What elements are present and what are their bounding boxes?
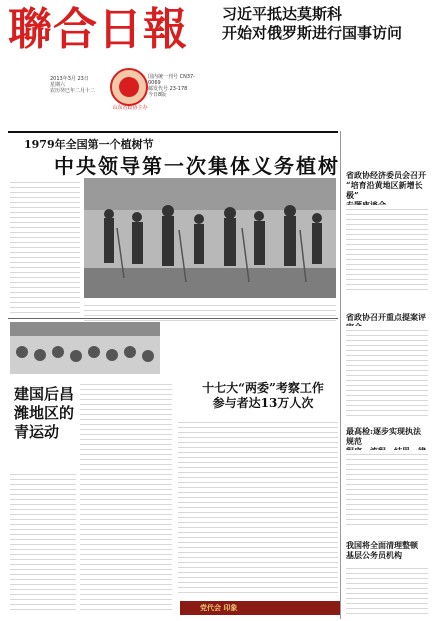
section-rule-2 (8, 318, 338, 319)
bottom-banner-label: 党代会 印象 (200, 604, 238, 612)
publication-info (148, 74, 203, 98)
top-headline[interactable] (222, 5, 427, 43)
lead-headline[interactable]: 中央领导第一次集体义务植树 (54, 154, 340, 178)
right-item-4-body (346, 564, 428, 616)
top-headline-line: 习近平抵达莫斯科 (222, 5, 343, 23)
right-item-1-body (346, 205, 428, 293)
top-headline-line: 开始对俄罗斯进行国事访问 (222, 24, 403, 42)
pub-info-line: 国内统一刊号 CN37-0069 (148, 74, 195, 86)
second-story-body-left (10, 470, 76, 610)
mid-headline[interactable] (178, 381, 348, 411)
second-title-line: 潍地区的 (14, 404, 75, 422)
right-item-2-body (346, 326, 428, 418)
masthead-title: 聯合日報 (8, 4, 188, 55)
second-story-body (80, 380, 172, 610)
right-item-2[interactable]: 省政协召开重点提案评 (346, 312, 426, 322)
mid-story-body (178, 418, 338, 596)
seal-label: 山东省政协主办 (112, 105, 148, 111)
second-story-title[interactable] (14, 385, 74, 442)
lunar-date: 农历癸巳年二月十二 (50, 88, 96, 94)
emblem-seal (110, 68, 148, 106)
top-story-body (222, 46, 427, 128)
pub-info-line: 邮发代号 23-178 (148, 86, 188, 92)
right-item-3-line: 最高检:逐步实现执法规范 (346, 426, 421, 446)
right-item-4-line: 基层公务员机构 (346, 550, 402, 560)
mid-headline-line: 十七大“两委”考察工作 (202, 381, 324, 395)
date-block (50, 76, 110, 94)
date-line: 2013年3月 23日 (50, 76, 89, 82)
mid-headline-line: 参与者达13万人次 (212, 396, 314, 410)
right-item-1-line: “培育沿黄地区新增长极” (346, 180, 423, 200)
lead-kicker: 1979年全国第一个植树节 (24, 138, 154, 151)
pub-info-line: 今日8版 (148, 92, 167, 98)
right-item-4[interactable] (346, 540, 428, 560)
right-item-3-body (346, 450, 428, 528)
second-title-line: 建国后昌 (14, 385, 75, 403)
column-divider (340, 131, 341, 619)
weekday: 星期六 (50, 82, 66, 88)
second-title-line: 青运动 (14, 423, 60, 441)
lead-photo (84, 178, 336, 298)
right-item-4-line: 我国将全面清理整顿 (346, 540, 418, 550)
section-rule (8, 131, 338, 133)
right-item-1-line: 省政协经济委员会召开 (346, 170, 426, 180)
right-item-1[interactable] (346, 170, 428, 210)
second-story-photo (10, 322, 160, 374)
lead-body-left (10, 178, 80, 316)
